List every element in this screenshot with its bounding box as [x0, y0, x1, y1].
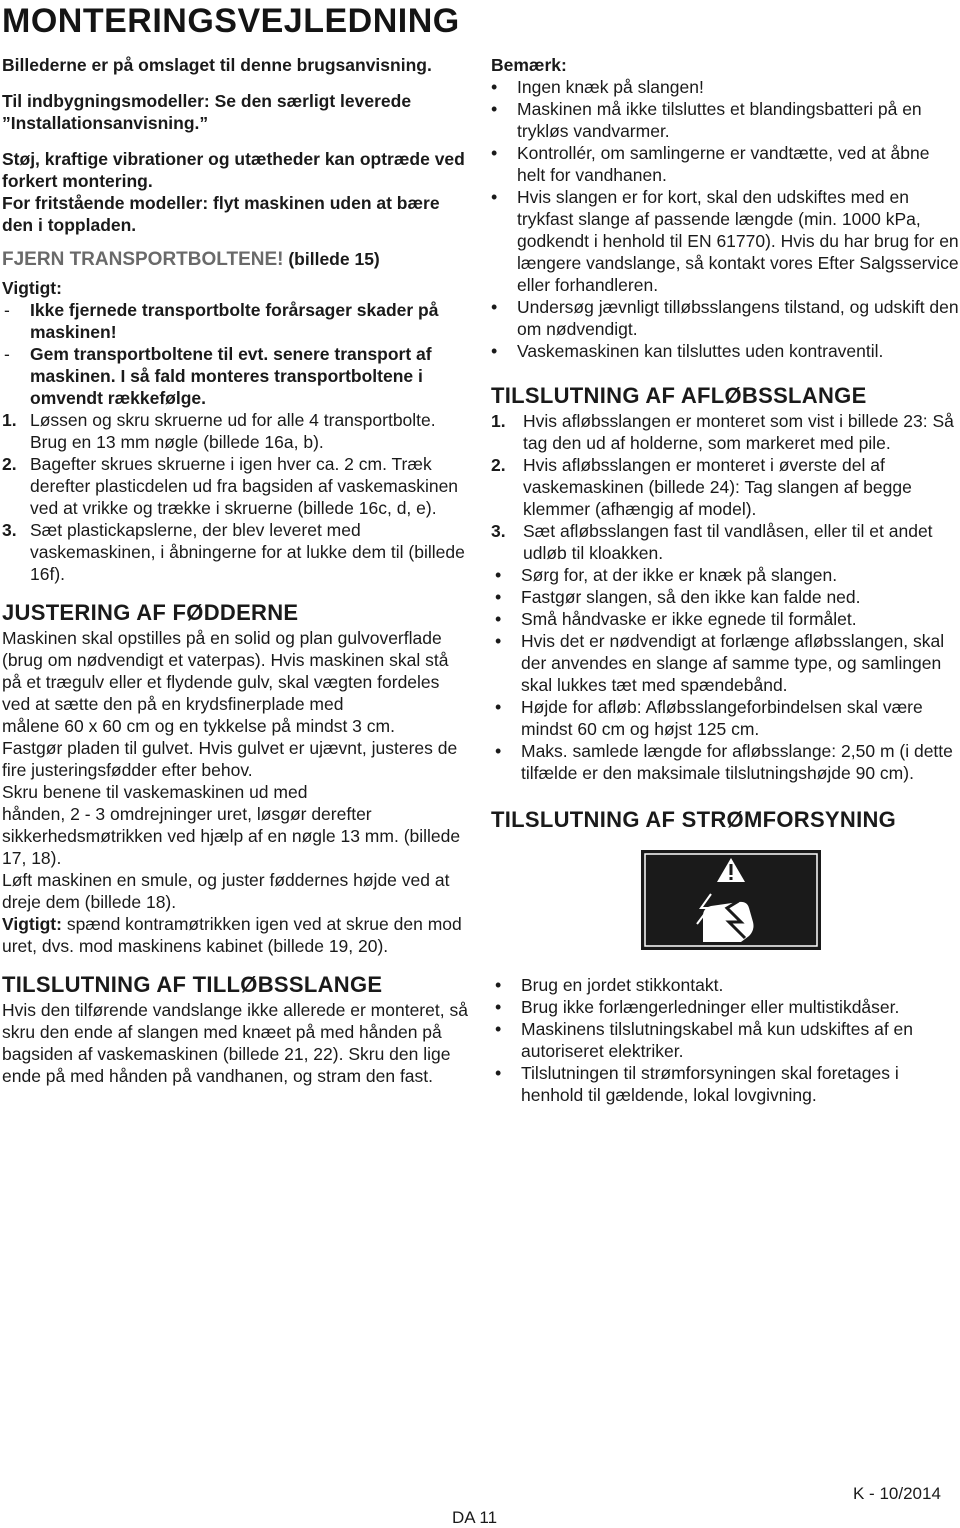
step-number: 3.: [2, 520, 17, 540]
note-item: • Vaskemaskinen kan tilsluttes uden kontraventil.: [491, 340, 959, 362]
note-item: • Ingen knæk på slangen!: [491, 76, 959, 98]
feet-heading: JUSTERING AF FØDDERNE: [2, 600, 299, 625]
feet-paragraph: hånden, 2 - 3 omdrejninger uret, løsgør derefter sikkerhedsmøtrikken ved hjælp af en nøgle 13 mm. (billede 17, 18).: [2, 804, 461, 868]
feet-paragraph: Skru benene til vaskemaskinen ud med: [2, 782, 308, 802]
step-item: [2, 453, 470, 519]
inlet-heading: TILSLUTNING AF TILLØBSSLANGE: [2, 972, 383, 997]
bullet-item: • Højde for afløb: Afløbsslangeforbindelsen skal være mindst 60 cm og højst 125 cm.: [495, 696, 959, 740]
note-item: • Undersøg jævnligt tilløbsslangens tilstand, og udskift den om nødvendigt.: [491, 296, 959, 340]
bullet-item: • Sørg for, at der ikke er knæk på slangen.: [495, 564, 959, 586]
warning-triangle-icon: [641, 850, 821, 950]
bullet-item: • Maskinens tilslutningskabel må kun udskiftes af en autoriseret elektriker.: [495, 1018, 959, 1062]
step-text: Sæt plastickapslerne, der blev leveret med vaskemaskinen, i åbningerne for at lukke dem til (billede 16f).: [30, 520, 465, 584]
step-item: [491, 410, 959, 454]
bullet-item: • Brug en jordet stikkontakt.: [495, 974, 959, 996]
bullet-item: • Maks. samlede længde for afløbsslange: 2,50 m (i dette tilfælde er den maksimale tilslutningshøjde 90 cm).: [495, 740, 959, 784]
inlet-notes: [491, 76, 959, 362]
feet-paragraph: Løft maskinen en smule, og juster føddernes højde ved at dreje dem (billede 18).: [2, 870, 450, 912]
step-text: Bagefter skrues skruerne i igen hver ca. 2 cm. Træk derefter plasticdelen ud fra bagsiden af vaskemaskinen ved at vrikke og trække i skruerne (billede 16c, d, e).: [30, 454, 459, 518]
power-bullets: [495, 974, 959, 1106]
transport-image-ref: (billede 15): [283, 249, 380, 269]
drain-heading: TILSLUTNING AF AFLØBSSLANGE: [491, 383, 867, 408]
feet-important: [2, 913, 470, 957]
document-code: K - 10/2014: [853, 1484, 941, 1503]
note-item: • Maskinen må ikke tilsluttes et blandingsbatteri på en trykløs vandvarmer.: [491, 98, 959, 142]
step-text: Løssen og skru skruerne ud for alle 4 transportbolte. Brug en 13 mm nøgle (billede 16a, b).: [30, 410, 436, 452]
step-item: [491, 520, 959, 564]
transport-warnings: [2, 299, 470, 409]
bemaerk-label: Bemærk:: [491, 55, 567, 75]
step-number: 2.: [491, 455, 506, 475]
step-number: 1.: [2, 410, 17, 430]
feet-vigtigt-label: Vigtigt:: [2, 914, 62, 934]
left-column: [2, 54, 470, 1087]
feet-paragraph: Maskinen skal opstilles på en solid og plan gulvoverflade (brug om nødvendigt et vaterpas). Hvis maskinen skal stå på et trægulv eller et flydende gulv, skal vægten fordeles ved at sætte den på en krydsfinerplade med: [2, 628, 449, 714]
intro-images-note: Billederne er på omslaget til denne brugsanvisning.: [2, 55, 432, 75]
inlet-paragraph: Hvis den tilførende vandslange ikke allerede er monteret, så skru den ende af slangen med knæet på med hånden på bagsiden af vaskemaskinen (billede 21, 22). Skru den lige ende på med hånden på vandhanen, og stram den fast.: [2, 1000, 468, 1086]
intro-freestanding-note: For fritstående modeller: flyt maskinen uden at bære den i toppladen.: [2, 193, 440, 235]
step-text: Hvis afløbsslangen er monteret som vist i billede 23: Så tag den ud af holderne, som markeret med pile.: [523, 411, 954, 453]
page-title: MONTERINGSVEJLEDNING: [2, 2, 460, 40]
drain-steps: [491, 410, 959, 564]
step-number: 2.: [2, 454, 17, 474]
step-number: 1.: [491, 411, 506, 431]
intro-noise-warning: Støj, kraftige vibrationer og utætheder kan optræde ved forkert montering.: [2, 149, 465, 191]
step-number: 3.: [491, 521, 506, 541]
feet-paragraph: målene 60 x 60 cm og en tykkelse på mindst 3 cm.: [2, 716, 395, 736]
transport-heading-line: [2, 248, 470, 271]
step-item: [2, 409, 470, 453]
step-item: [2, 519, 470, 585]
feet-paragraph: Fastgør pladen til gulvet. Hvis gulvet er ujævnt, justeres de fire justeringsfødder efter behov.: [2, 738, 458, 780]
step-item: [491, 454, 959, 520]
bullet-item: • Små håndvaske er ikke egnede til formålet.: [495, 608, 959, 630]
step-text: Hvis afløbsslangen er monteret i øverste del af vaskemaskinen (billede 24): Tag slangen af begge klemmer (afhængig af model).: [523, 455, 912, 519]
feet-important-text: spænd kontramøtrikken igen ved at skrue den mod uret, dvs. mod maskinens kabinet (billede 19, 20).: [2, 914, 462, 956]
electrical-warning-symbol: [641, 850, 821, 950]
intro-builtin-note: Til indbygningsmodeller: Se den særligt leverede ”Installationsanvisning.”: [2, 91, 412, 133]
step-text: Sæt afløbsslangen fast til vandlåsen, eller til et andet udløb til kloakken.: [523, 521, 933, 563]
note-item: • Hvis slangen er for kort, skal den udskiftes med en trykfast slange af passende længde (min. 1000 kPa, godkendt i henhold til EN 61770). Hvis du har brug for en længere vandslange, så kontakt vores Efter Salgsservice eller forhandleren.: [491, 186, 959, 296]
right-column: [491, 54, 959, 1106]
transport-steps: [2, 409, 470, 585]
note-item: • Kontrollér, om samlingerne er vandtætte, ved at åbne helt for vandhanen.: [491, 142, 959, 186]
dash-item: - Ikke fjernede transportbolte forårsager skader på maskinen!: [2, 299, 470, 343]
page-number: DA 11: [452, 1508, 498, 1527]
power-heading: TILSLUTNING AF STRØMFORSYNING: [491, 807, 897, 832]
bullet-item: • Tilslutningen til strømforsyningen skal foretages i henhold til gældende, lokal lovgivning.: [495, 1062, 959, 1106]
transport-heading: FJERN TRANSPORTBOLTENE!: [2, 249, 284, 270]
bullet-item: • Fastgør slangen, så den ikke kan falde ned.: [495, 586, 959, 608]
bullet-item: • Brug ikke forlængerledninger eller multistikdåser.: [495, 996, 959, 1018]
vigtigt-label: Vigtigt:: [2, 278, 62, 298]
drain-bullets: [495, 564, 959, 784]
dash-item: - Gem transportboltene til evt. senere transport af maskinen. I så fald monteres transportboltene i omvendt rækkefølge.: [2, 343, 470, 409]
bullet-item: • Hvis det er nødvendigt at forlænge afløbsslangen, skal der anvendes en slange af samme type, og samlingen skal lukkes tæt med spændebånd.: [495, 630, 959, 696]
